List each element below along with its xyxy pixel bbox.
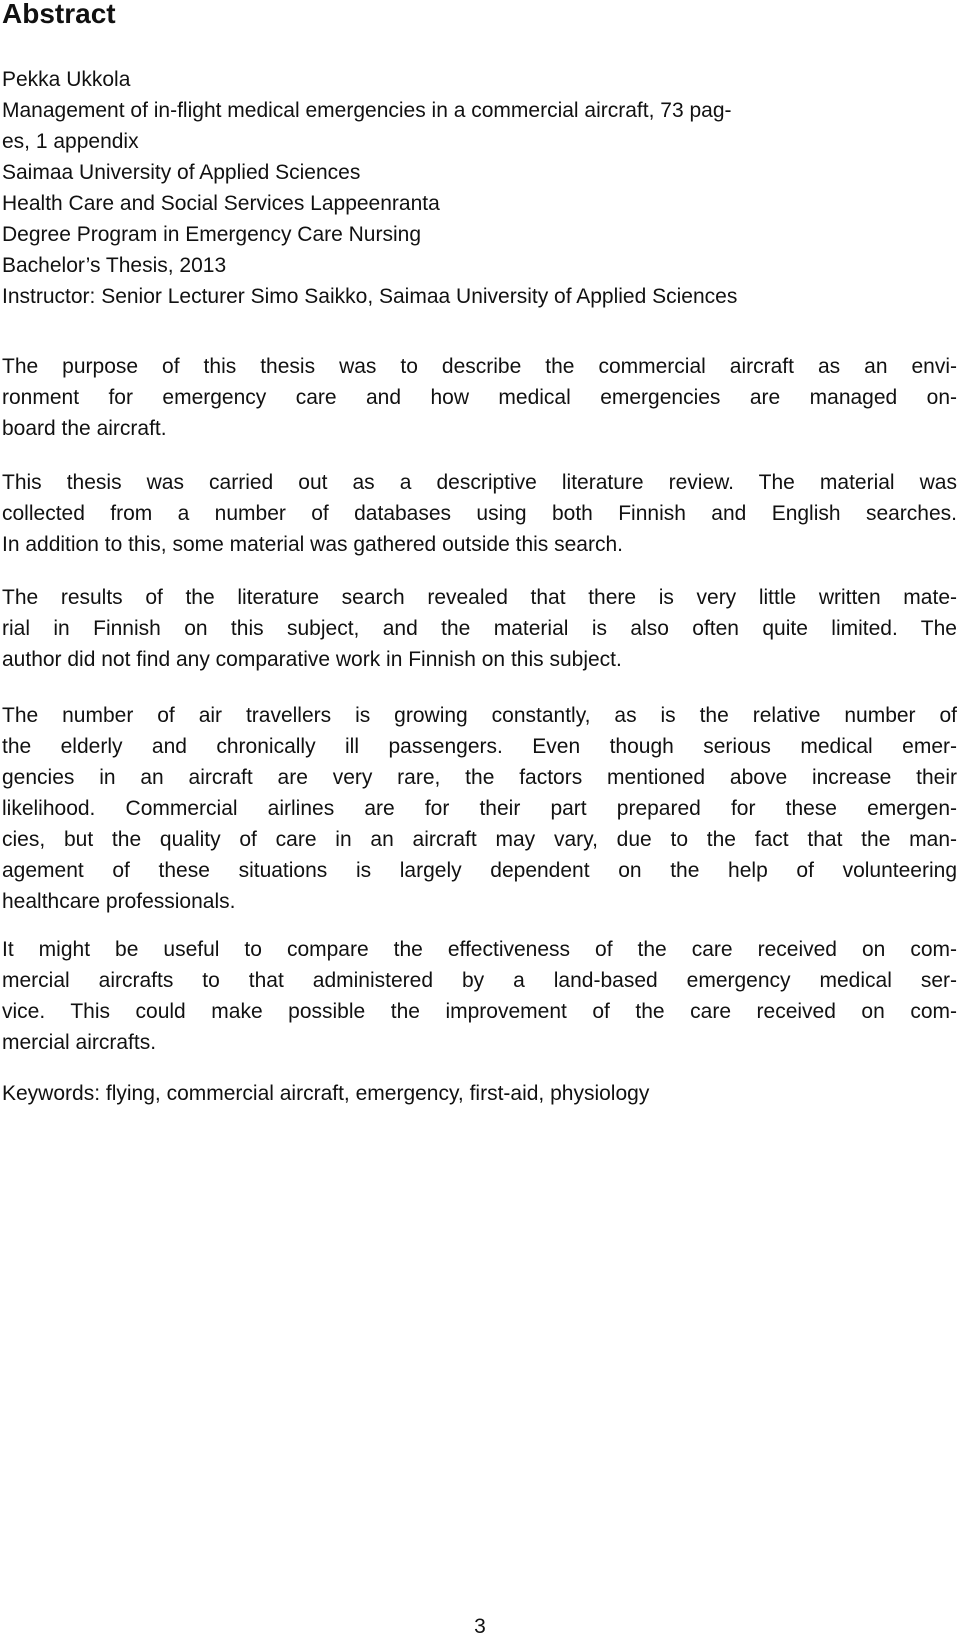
paragraph-line: collected from a number of databases using both Finnish and English searches. <box>2 502 957 525</box>
thesis-title-line-2: es, 1 appendix <box>2 130 139 153</box>
paragraph-line: ronment for emergency care and how medical emergencies are managed on- <box>2 386 957 409</box>
paragraph-comparison <box>2 934 957 1058</box>
paragraph-line: The purpose of this thesis was to describe the commercial aircraft as an envi- <box>2 355 957 378</box>
thesis-type-year: Bachelor’s Thesis, 2013 <box>2 254 227 277</box>
paragraph-line: author did not find any comparative work in Finnish on this subject. <box>2 648 622 671</box>
keywords-line: Keywords: flying, commercial aircraft, emergency, first-aid, physiology <box>2 1082 650 1105</box>
paragraph-line: rial in Finnish on this subject, and the material is also often quite limited. The <box>2 617 957 640</box>
paragraph-line: It might be useful to compare the effectiveness of the care received on com- <box>2 938 957 961</box>
paragraph-travellers <box>2 700 957 917</box>
paragraph-method <box>2 467 957 560</box>
thesis-metadata <box>2 64 942 312</box>
paragraph-line: board the aircraft. <box>2 417 167 440</box>
paragraph-line: agement of these situations is largely dependent on the help of volunteering <box>2 859 957 882</box>
paragraph-line: mercial aircrafts to that administered by a land-based emergency medical ser- <box>2 969 957 992</box>
abstract-heading: Abstract <box>2 0 116 29</box>
instructor-line: Instructor: Senior Lecturer Simo Saikko, Saimaa University of Applied Sciences <box>2 285 738 308</box>
paragraph-line: cies, but the quality of care in an aircraft may vary, due to the fact that the man- <box>2 828 957 851</box>
degree-program: Degree Program in Emergency Care Nursing <box>2 223 422 246</box>
thesis-title-line-1: Management of in-flight medical emergencies in a commercial aircraft, 73 pag- <box>2 99 732 122</box>
paragraph-line: healthcare professionals. <box>2 890 236 913</box>
keywords <box>2 1078 957 1109</box>
paragraph-line: likelihood. Commercial airlines are for their part prepared for these emergen- <box>2 797 957 820</box>
paragraph-line: In addition to this, some material was gathered outside this search. <box>2 533 623 556</box>
paragraph-line: The results of the literature search revealed that there is very little written mate- <box>2 586 957 609</box>
university-name: Saimaa University of Applied Sciences <box>2 161 361 184</box>
paragraph-results <box>2 582 957 675</box>
paragraph-line: The number of air travellers is growing constantly, as is the relative number of <box>2 704 957 727</box>
paragraph-line: This thesis was carried out as a descriptive literature review. The material was <box>2 471 957 494</box>
faculty-name: Health Care and Social Services Lappeenranta <box>2 192 440 215</box>
paragraph-line: gencies in an aircraft are very rare, the factors mentioned above increase their <box>2 766 957 789</box>
paragraph-line: mercial aircrafts. <box>2 1031 157 1054</box>
paragraph-line: vice. This could make possible the improvement of the care received on com- <box>2 1000 957 1023</box>
paragraph-line: the elderly and chronically ill passengers. Even though serious medical emer- <box>2 735 957 758</box>
paragraph-purpose <box>2 351 957 444</box>
page-number: 3 <box>474 1615 486 1638</box>
author-name: Pekka Ukkola <box>2 68 131 91</box>
